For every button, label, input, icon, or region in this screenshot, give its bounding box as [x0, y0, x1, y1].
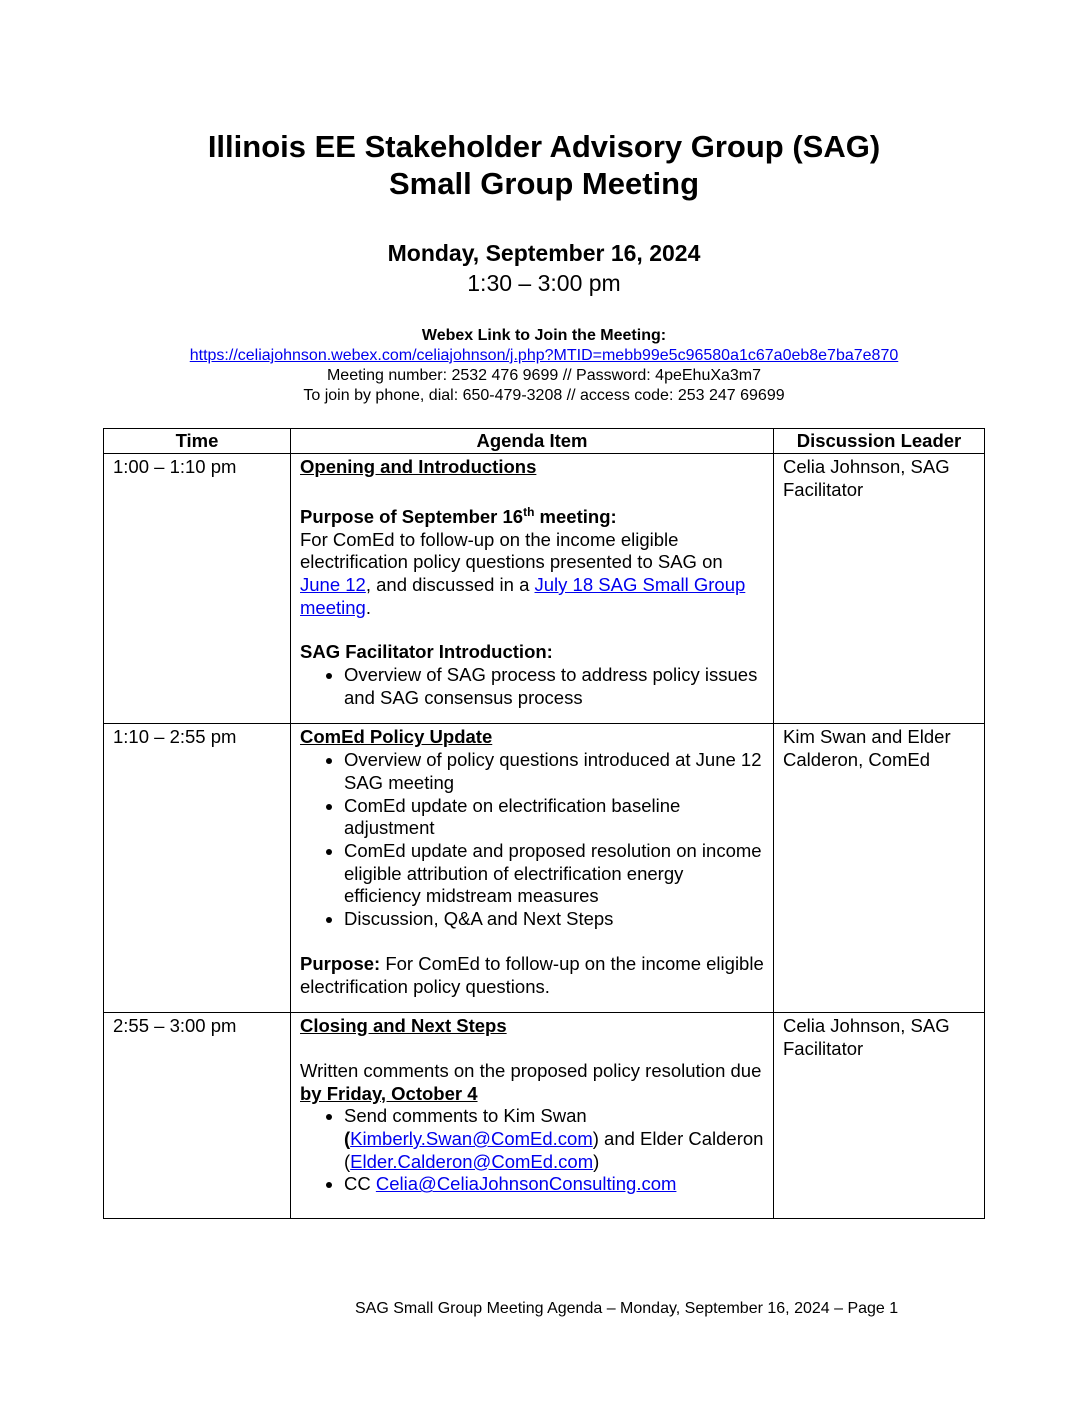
purpose-text: For ComEd to follow-up on the income eligible electrification policy questions presented to SAG on June 12, and discussed in a July 18 SAG Small Group meeting.: [300, 528, 746, 618]
email-kim-link[interactable]: Kimberly.Swan@ComEd.com: [350, 1128, 593, 1150]
row-agenda-item: [291, 724, 774, 1013]
bullet-list: [300, 1105, 764, 1196]
row-leader: Celia Johnson, SAG Facilitator: [774, 1013, 985, 1219]
meeting-time: 1:30 – 3:00 pm: [467, 270, 621, 296]
purpose-label: Purpose:: [300, 952, 381, 974]
list-item: • Overview of SAG process to address policy issues and SAG consensus process: [344, 664, 764, 709]
row-agenda-item: [291, 1013, 774, 1219]
list-item: • CC Celia@CeliaJohnsonConsulting.com: [344, 1173, 764, 1196]
header-time: Time: [104, 429, 291, 454]
list-item: • ComEd update on electrification baseline adjustment: [344, 795, 764, 840]
bullet-list: [300, 664, 764, 709]
table-row: [104, 454, 985, 724]
agenda-header-row: [104, 429, 985, 454]
list-item: • Discussion, Q&A and Next Steps: [344, 908, 764, 931]
meeting-date: Monday, September 16, 2024: [387, 240, 701, 266]
title-line-1: Illinois EE Stakeholder Advisory Group (SAG): [207, 129, 881, 164]
due-date: by Friday, October 4: [300, 1082, 478, 1104]
section-heading: Opening and Introductions: [300, 456, 537, 477]
comments-text: Written comments on the proposed policy resolution due by Friday, October 4: [300, 1059, 762, 1104]
table-row: [104, 1013, 985, 1219]
list-item: • Send comments to Kim Swan (Kimberly.Swan@ComEd.com) and Elder Calderon (Elder.Calderon@ComEd.com): [344, 1105, 764, 1173]
phone-line: To join by phone, dial: 650-479-3208 // access code: 253 247 69699: [303, 387, 785, 404]
title-line-2: Small Group Meeting: [388, 166, 700, 201]
table-row: [104, 724, 985, 1013]
agenda-table: [103, 428, 985, 1219]
june-12-link[interactable]: June 12: [300, 573, 366, 595]
bullet-list: [300, 749, 764, 931]
email-celia-link[interactable]: Celia@CeliaJohnsonConsulting.com: [375, 1173, 677, 1195]
header-agenda-item: Agenda Item: [291, 429, 774, 454]
row-time: 2:55 – 3:00 pm: [104, 1013, 291, 1219]
row-time: 1:10 – 2:55 pm: [104, 724, 291, 1013]
row-leader: Celia Johnson, SAG Facilitator: [774, 454, 985, 724]
row-leader: Kim Swan and Elder Calderon, ComEd: [774, 724, 985, 1013]
purpose-label: Purpose of September 16th meeting:: [300, 504, 617, 527]
email-elder-link[interactable]: Elder.Calderon@ComEd.com: [350, 1150, 594, 1172]
row-agenda-item: [291, 454, 774, 724]
webex-link[interactable]: https://celiajohnson.webex.com/celiajohnson/j.php?MTID=mebb99e5c96580a1c67a0eb8e7ba7e870: [189, 347, 899, 364]
page-footer: SAG Small Group Meeting Agenda – Monday, September 16, 2024 – Page 1: [355, 1300, 899, 1317]
section-heading: ComEd Policy Update: [300, 726, 493, 748]
section-heading: Closing and Next Steps: [300, 1015, 507, 1037]
subheading: SAG Facilitator Introduction:: [300, 641, 553, 663]
meeting-number-line: Meeting number: 2532 476 9699 // Password: 4peEhuXa3m7: [326, 367, 762, 384]
july-18-link[interactable]: July 18 SAG Small Group meeting: [300, 573, 746, 618]
header-discussion-leader: Discussion Leader: [774, 429, 985, 454]
document-title: [0, 128, 1088, 202]
list-item: • ComEd update and proposed resolution on income eligible attribution of electrification energy efficiency midstream measures: [344, 840, 764, 908]
webex-info: [0, 326, 1088, 406]
list-item: • Overview of policy questions introduced at June 12 SAG meeting: [344, 749, 764, 794]
purpose-text: Purpose: For ComEd to follow-up on the income eligible electrification policy questions.: [300, 952, 764, 997]
row-time: 1:00 – 1:10 pm: [104, 454, 291, 724]
webex-heading: Webex Link to Join the Meeting:: [421, 327, 667, 344]
